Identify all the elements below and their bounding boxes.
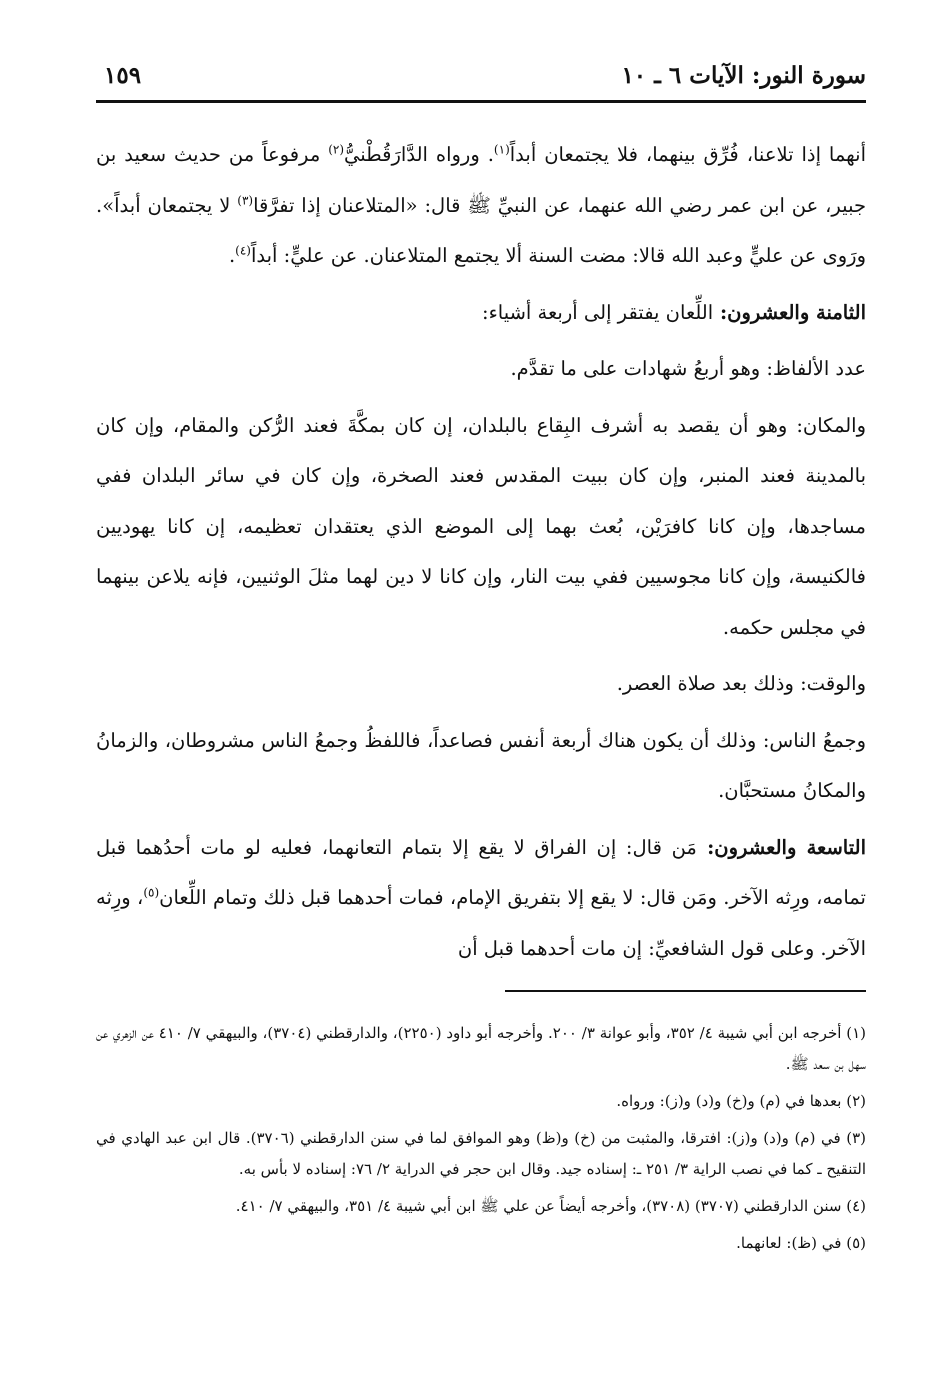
text-segment: اللِّعان يفتقر إلى أربعة أشياء: [482, 300, 714, 324]
footnote-item: (٥) في (ظ): لعانهما. [736, 1234, 866, 1252]
text-segment: والمكان: وهو أن يقصد به أشرف البِقاع بالبلدان، إن كان بمكَّةَ فعند الرُّكن والمقام، وإن كان بالمدينة فعند المنبر، وإن كان ببيت المقدس فعند الصخرة، وإن كان في سائر البلدان ففي مساجدها، وإن كانا كافرَيْن، بُعث بهما إلى الموضع الذي يعتقدان تعظيمه، إن كانا يهوديين فالكنيسة، وإن كانا مجوسيين ففي بيت النار، وإن كانا لا دين لهما مثلَ الوثنيين، فإنه يلاعن بينهما في مجلس حكمه. [96, 413, 866, 639]
text-segment: ، ورِثه الآخر. وعلى قول الشافعيِّ: إن مات أحدهما قبل أن [96, 886, 866, 960]
footnote-item: (١) أخرجه ابن أبي شيبة ٤/ ٣٥٢، وأبو عوانة ٣/ ٢٠٠. وأخرجه أبو داود (٢٢٥٠)، والدارقطني (٣٧٠٤)، والبيهقي ٧/ ٤١٠ عن الزهري عن سهل بن سعد ﷺ. [96, 1024, 866, 1073]
footnote-marker: (٤) [235, 243, 251, 258]
paragraph [96, 288, 866, 339]
running-title: سورة النور: الآيات ٦ ـ ١٠ [621, 62, 866, 89]
footnote-item: (٢) بعدها في (م) و(خ) و(د) و(ز): ورواه. [616, 1092, 866, 1110]
main-text [96, 130, 866, 980]
text-segment: . [228, 244, 236, 267]
header-rule [96, 100, 866, 103]
paragraph [96, 344, 866, 395]
paragraph [96, 823, 866, 975]
paragraph [96, 659, 866, 710]
text-segment: مَن قال: إن الفراق لا يقع إلا بتمام التعانهما، فعليه لو مات أحدُهما قبل تمامه، ورِثه الآخر. ومَن قال: لا يقع إلا بتفريق الإمام، فمات أحدهما قبل ذلك وتمام اللِّعان [96, 835, 866, 909]
text-segment: وجمعُ الناس: وذلك أن يكون هناك أربعة أنفس فصاعداً، فاللفظُ وجمعُ الناس مشروطان، والزمانُ والمكانُ مستحبَّان. [96, 728, 866, 802]
paragraph [96, 130, 866, 282]
text-segment: والوقت: وذلك بعد صلاة العصر. [616, 672, 866, 695]
footnote-separator [505, 990, 866, 992]
section-heading: الثامنة والعشرون: [713, 300, 866, 324]
text-segment: مرفوعاً من حديث سعيد بن جبير، عن ابن عمر رضي الله عنهما، عن النبيِّ ﷺ قال: «المتلاعنان إذا تفرَّقا [96, 143, 867, 217]
section-heading: التاسعة والعشرون: [696, 835, 866, 859]
text-segment: . ورواه الدَّارَقُطْنيُّ [344, 143, 494, 166]
footnote-item: (٤) سنن الدارقطني (٣٧٠٧) (٣٧٠٨)، وأخرجه أيضاً عن علي ﷺ ابن أبي شيبة ٤/ ٣٥١، والبيهقي ٧/ ٤١٠. [235, 1197, 866, 1215]
footnote-marker: (١) [493, 142, 510, 157]
footnote-marker: (٣) [237, 193, 254, 207]
text-segment: عدد الألفاظ: وهو أربعُ شهادات على ما تقدَّم. [510, 357, 866, 380]
paragraph [96, 401, 866, 654]
footnote-item: (٣) في (م) و(د) و(ز): افترقا، والمثبت من (خ) و(ظ) وهو الموافق لما في سنن الدارقطني (٣٧٠٦). قال ابن عبد الهادي في التنقيح ـ كما في نصب الراية ٣/ ٢٥١ ـ: إسناده جيد. وقال ابن حجر في الدراية ٢/ ٧٦: إسناده لا بأس به. [96, 1129, 867, 1178]
text-segment: لا يجتمعان أبداً». ورَوى عن عليٍّ وعبد الله قالا: مضت السنة ألا يجتمع المتلاعنان. عن عليٍّ: أبداً [96, 193, 866, 267]
page-header [96, 60, 866, 100]
text-segment: أنهما إذا تلاعنا، فُرِّق بينهما، فلا يجتمعان أبداً [509, 143, 866, 166]
footnote-marker: (٢) [328, 142, 345, 157]
page-number: ١٥٩ [104, 62, 142, 89]
footnote-marker: (٥) [143, 885, 160, 900]
paragraph [96, 716, 866, 817]
footnotes [96, 1018, 866, 1265]
